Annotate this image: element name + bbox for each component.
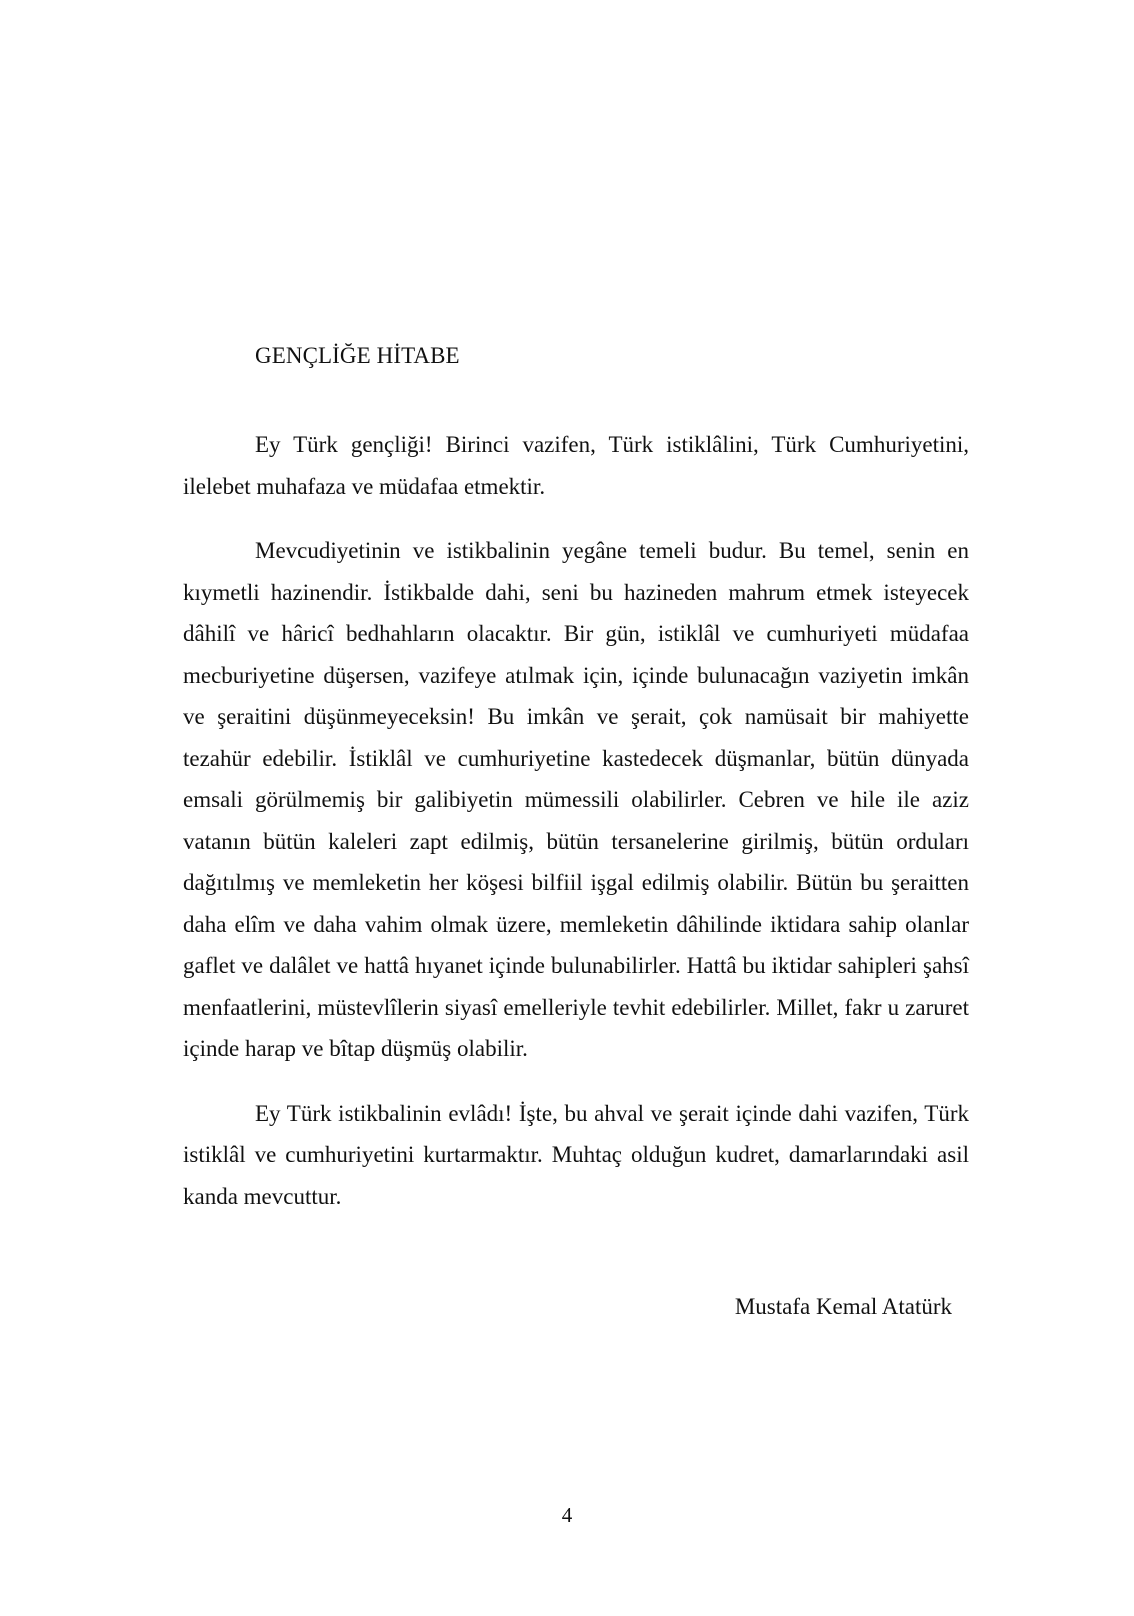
document-body [183,424,969,1240]
paragraph-3: Ey Türk istikbalinin evlâdı! İşte, bu ahval ve şerait içinde dahi vazifen, Türk istiklâl ve cumhuriyetini kurtarmaktır. Muhtaç olduğun kudret, damarlarındaki asil kanda mevcuttur. [183,1100,969,1209]
page-number: 4 [561,1503,573,1527]
author-signature: Mustafa Kemal Atatürk [734,1294,952,1319]
document-title: GENÇLİĞE HİTABE [255,343,460,368]
paragraph-2: Mevcudiyetinin ve istikbalinin yegâne temeli budur. Bu temel, senin en kıymetli hazinendir. İstikbalde dahi, seni bu hazineden mahrum etmek isteyecek dâhilî ve hâricî bedhahların olacaktır. Bir gün, istiklâl ve cumhuriyeti müdafaa mecburiyetine düşersen, vazifeye atılmak için, içinde bulunacağın vaziyetin imkân ve şeraitini düşünmeyeceksin! Bu imkân ve şerait, çok namüsait bir mahiyette tezahür edebilir. İstiklâl ve cumhuriyetine kastedecek düşmanlar, bütün dünyada emsali görülmemiş bir galibiyetin mümessili olabilirler. Cebren ve hile ile aziz vatanın bütün kaleleri zapt edilmiş, bütün tersanelerine girilmiş, bütün orduları dağıtılmış ve memleketin her köşesi bilfiil işgal edilmiş olabilir. Bütün bu şeraitten daha elîm ve daha vahim olmak üzere, memleketin dâhilinde iktidara sahip olanlar gaflet ve dalâlet ve hattâ hıyanet içinde bulunabilirler. Hattâ bu iktidar sahipleri şahsî menfaatlerini, müstevlîlerin siyasî emelleriyle tevhit edebilirler. Millet, fakr u zaruret içinde harap ve bîtap düşmüş olabilir. [183,538,969,1061]
paragraph-1: Ey Türk gençliği! Birinci vazifen, Türk istiklâlini, Türk Cumhuriyetini, ilelebet muhafaza ve müdafaa etmektir. [183,432,969,499]
